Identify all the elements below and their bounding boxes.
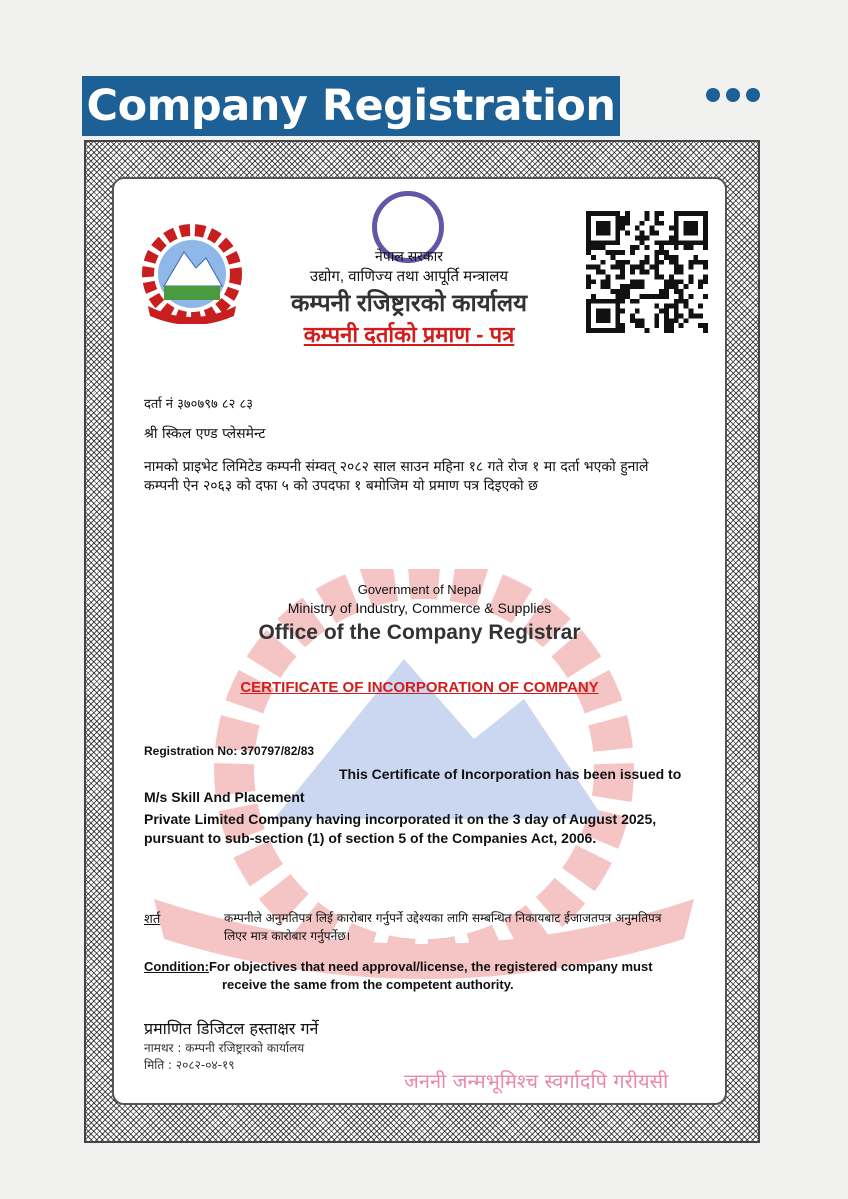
office-title: Office of the Company Registrar: [258, 621, 581, 644]
condition-en-label: Condition:: [144, 959, 209, 974]
company-name: M/s Skill And Placement: [144, 789, 305, 805]
nepal-emblem-logo: [134, 224, 250, 324]
certificate-title: CERTIFICATE OF INCORPORATION OF COMPANY: [240, 679, 599, 696]
condition-en-line-2: receive the same from the competent authority.: [222, 977, 514, 992]
condition-en: [144, 959, 653, 974]
signature-name: नामथर : कम्पनी रजिष्ट्रारको कार्यालय: [144, 1041, 305, 1055]
condition-np-line-2: लिएर मात्र कारोबार गर्नुपर्नेछ।: [224, 929, 351, 943]
signature-title: प्रमाणित डिजिटल हस्ताक्षर गर्ने: [144, 1019, 319, 1038]
body-line-1: Private Limited Company having incorporated it on the 3 day of August 2025,: [144, 811, 657, 827]
condition-np-label: शर्त: [144, 912, 161, 927]
certificate: [112, 177, 727, 1105]
more-horizontal-icon[interactable]: [706, 88, 760, 102]
condition-en-line-1: For objectives that need approval/license, the registered company must: [208, 959, 653, 974]
nepali-body-1: नामको प्राइभेट लिमिटेड कम्पनी संम्वत् २०८२ साल साउन महिना १८ गते रोज १ मा दर्ता भएको हुनाले: [144, 459, 649, 475]
gov-nepal: Government of Nepal: [357, 582, 482, 597]
signature-date: मिति : २०८२-०४-१९: [144, 1058, 235, 1072]
issued-statement: This Certificate of Incorporation has been issued to: [339, 766, 682, 782]
header-office: कम्पनी रजिष्ट्रारको कार्यालय: [290, 290, 528, 317]
header-government: नेपाल सरकार: [374, 248, 444, 264]
nepali-body-2: कम्पनी ऐन २०६३ को दफा ५ को उपदफा १ बमोजिम यो प्रमाण पत्र दिइएको छ: [144, 478, 538, 494]
nepali-reg-no: दर्ता नं ३७०७९७ ८२ ८३: [144, 397, 254, 412]
qr-code[interactable]: [586, 211, 708, 333]
motto-text: जननी जन्मभूमिश्च स्वर्गादपि गरीयसी: [404, 1069, 669, 1093]
condition-np-line-1: कम्पनीले अनुमतिपत्र लिई कारोबार गर्नुपर्ने उद्देश्यका लागि सम्बन्धित निकायबाट ईजाजतपत्र अनुमतिपत्र: [224, 911, 662, 925]
nepali-company-name: श्री स्किल एण्ड प्लेसमेन्ट: [144, 426, 266, 442]
ministry: Ministry of Industry, Commerce & Supplies: [287, 600, 552, 616]
body-line-2: pursuant to sub-section (1) of section 5 of the Companies Act, 2006.: [144, 830, 597, 846]
header: [264, 219, 554, 349]
registration-no: Registration No: 370797/82/83: [144, 744, 315, 758]
header-ministry: उद्योग, वाणिज्य तथा आपूर्ति मन्त्रालय: [309, 268, 509, 285]
page-title: Company Registration: [82, 76, 620, 136]
header-certificate-title: कम्पनी दर्ताको प्रमाण - पत्र: [303, 322, 515, 347]
